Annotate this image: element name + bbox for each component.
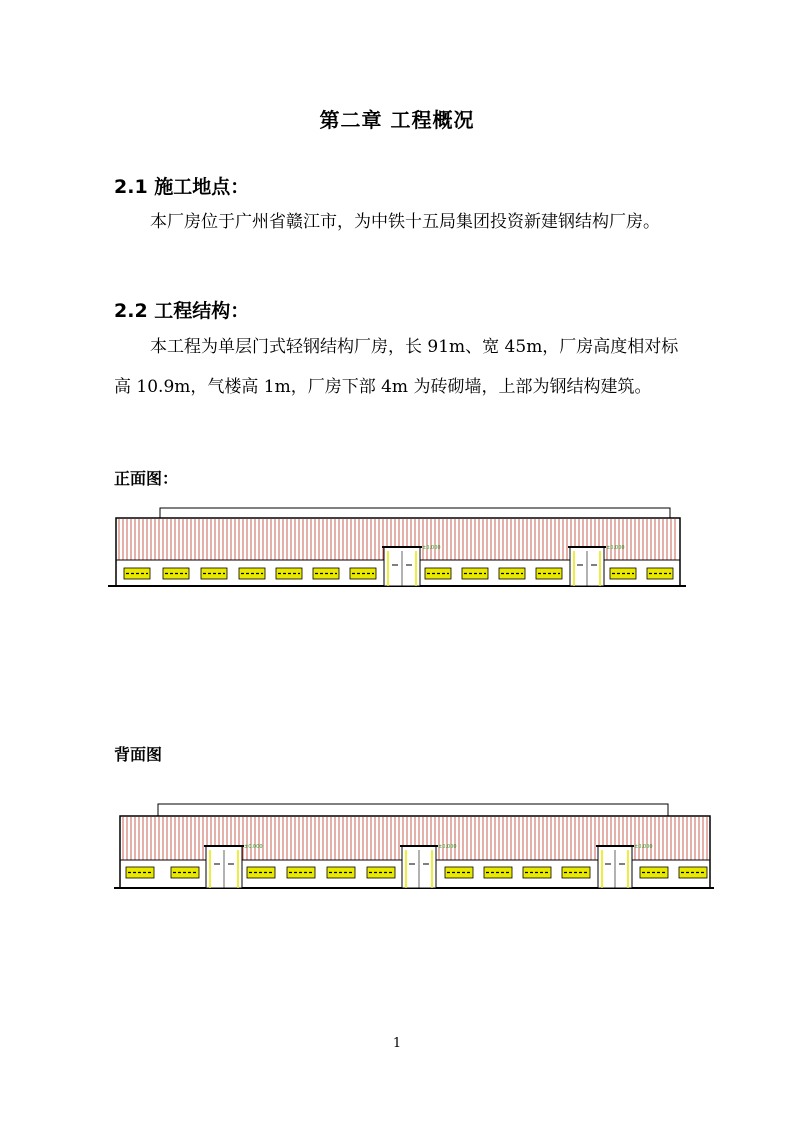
window [562,867,590,878]
section-heading-structure: 2.2 工程结构： [114,300,250,322]
window [327,867,355,878]
section-body-location [114,202,680,242]
front-elevation-label: 正面图： [114,469,179,488]
window [313,568,339,579]
window [367,867,395,878]
location-text: 本厂房位于广州省赣江市，为中铁十五局集团投资新建钢结构厂房。 [150,212,660,232]
back-monitor-roof [158,804,668,816]
window [239,568,265,579]
front-elevation-drawing [0,500,794,600]
back-elevation-drawing [0,800,794,900]
window [679,867,707,878]
window [647,568,673,579]
section-heading-location: 2.1 施工地点： [114,176,250,198]
window [201,568,227,579]
window [287,867,315,878]
window [523,867,551,878]
elevation-mark: ±0.000 [244,844,263,850]
window [163,568,189,579]
window [499,568,525,579]
elevation-mark: ±0.000 [422,545,441,551]
page-number: 1 [392,1036,402,1051]
window [536,568,562,579]
back-elevation-label: 背面图 [114,745,163,764]
window [610,568,636,579]
window [276,568,302,579]
front-monitor-roof [160,508,670,518]
window [124,568,150,579]
window [126,867,154,878]
section-body-structure [114,327,680,407]
window [640,867,668,878]
structure-text: 本工程为单层门式轻钢结构厂房，长 91m、宽 45m，厂房高度相对标高 10.9m，气楼高 1m，厂房下部 4m 为砖砌墙，上部为钢结构建筑。 [114,337,679,397]
elevation-mark: ±0.000 [634,844,653,850]
window [350,568,376,579]
window [445,867,473,878]
window [425,568,451,579]
window [171,867,199,878]
elevation-mark: ±0.000 [438,844,457,850]
window [247,867,275,878]
window [484,867,512,878]
window [462,568,488,579]
chapter-title: 第二章 工程概况 [319,108,475,132]
elevation-mark: ±0.000 [606,545,625,551]
